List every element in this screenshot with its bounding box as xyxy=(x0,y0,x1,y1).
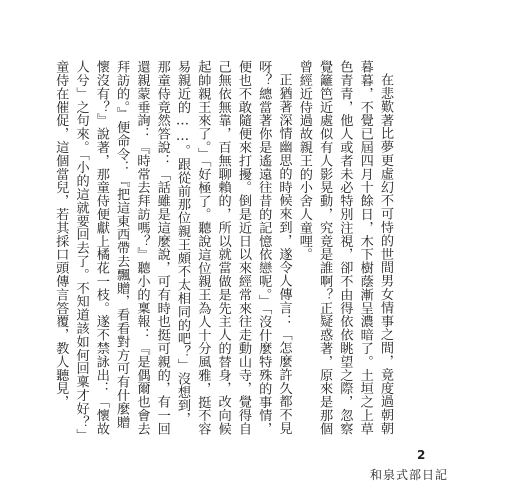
page-number: 2 xyxy=(417,448,426,462)
body-text xyxy=(53,60,395,438)
paragraph-2: 正猶著深情幽思的時候來到，遂令人傳言：「怎麼許久都不見呀？總當著你是遙遠往昔的記憶依戀呢。」「沒什麼特殊的事情，便也不敢隨便來打擾。倒是近日以來經常來往走動山寺，覺得自己無依無靠，百無聊賴的，所以就當做是先主人的替身，改向候起帥親王來了。」「好極了。聽說這位親王為人十分風雅，挺不容易親近的……。跟從前那位親王頗不太相同的吧？」沒想到，那童侍竟然答說：「話雖是這麼說，可有時也挺可親的，有一回還親蒙垂詢：『時常去拜訪嗎？』聽小的稟報：『是偶爾也會去拜訪的。』便命令：『把這東西帶去飄贈，看看對方可有什麼贈懷沒有？』說著，那童侍便獻上橘花一枝。遂不禁詠出：「懷故人兮」之句來。「小的這就要回去了。不知道該如何回稟才好？」童侍在催促，這個當兒，若其採口頭傳言答覆，教人聽見， xyxy=(53,60,292,436)
running-title: 和泉式部日記 xyxy=(370,468,449,482)
paragraph-1: 在悲歎著比夢更虛幻不可恃的世間男女情事之間，竟度過朝朝暮暮，不覺已屆四月十餘日，木下樹蔭漸呈濃暗了。土垣之上草色青青，他人或者未必特別注視，卻不由得依依眺望之際，忽察覺籬笆近處似有人影晃動，究竟是誰啊？正疑惑著，原來是那個曾經近侍過故親王的小舍人童哩。 xyxy=(296,60,393,436)
